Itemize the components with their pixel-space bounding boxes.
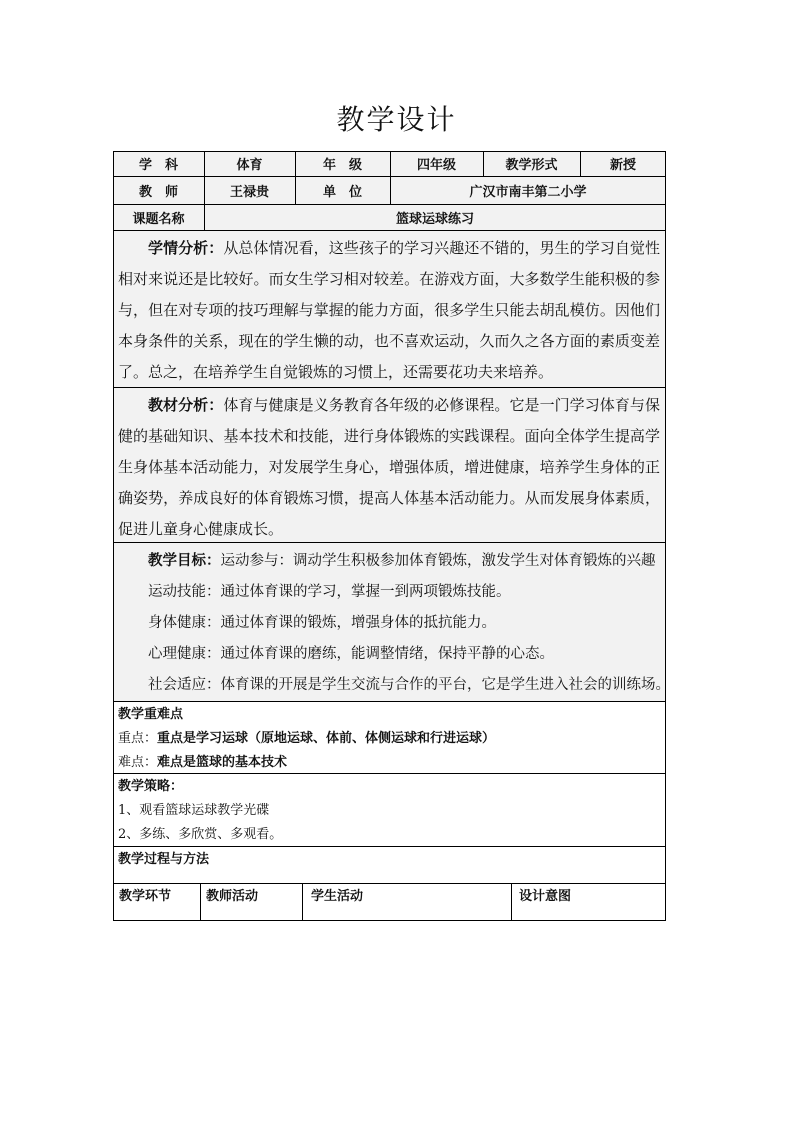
material-analysis-text — [118, 390, 660, 545]
teacher-value: 王禄贵 — [229, 184, 269, 200]
difficulty-text: 难点是篮球的基本技术 — [157, 755, 288, 770]
column-stage: 教学环节 — [119, 889, 172, 904]
form-label: 教学形式 — [505, 158, 558, 173]
objectives-label: 教学目标： — [148, 552, 221, 569]
teacher-label: 教 师 — [138, 184, 178, 200]
column-design-intent: 设计意图 — [519, 889, 572, 904]
strategy-item: 1、观看篮球运球教学光碟 — [118, 803, 270, 818]
key-points-heading: 教学重难点 — [118, 707, 184, 722]
strategy-block — [118, 775, 660, 847]
objective-line: 运动参与：调动学生积极参加体育锻炼，激发学生对体育锻炼的兴趣 — [220, 553, 656, 569]
process-heading: 教学过程与方法 — [118, 852, 210, 867]
objective-line: 身体健康：通过体育课的锻炼，增强身体的抵抗能力。 — [148, 615, 496, 631]
grade-value: 四年级 — [416, 158, 456, 173]
key-points-block — [118, 703, 660, 775]
focus-text: 重点是学习运球（原地运球、体前、体侧运球和行进运球） — [157, 731, 496, 746]
unit-label: 单 位 — [322, 184, 362, 200]
unit-value: 广汉市南丰第二小学 — [469, 184, 587, 200]
column-student-activity: 学生活动 — [311, 889, 364, 904]
strategy-item: 2、多练、多欣赏、多观看。 — [118, 827, 283, 842]
subject-label: 学 科 — [138, 158, 178, 173]
learner-analysis-body: 从总体情况看，这些孩子的学习兴趣还不错的，男生的学习自觉性相对来说还是比较好。而女生学习相对较差。在游戏方面，大多数学生能积极的参与，但在对专项的技巧理解与掌握的能力方面，很多学生只能去胡乱模仿。因他们本身条件的关系，现在的学生懒的动，也不喜欢运动，久而久之各方面的素质变差了。总之，在培养学生自觉锻炼的习惯上，还需要花功夫来培养。 — [118, 239, 660, 381]
objective-line: 运动技能：通过体育课的学习，掌握一到两项锻炼技能。 — [148, 584, 511, 600]
form-value: 新授 — [609, 158, 636, 173]
strategy-heading: 教学策略： — [118, 779, 184, 794]
objective-line: 社会适应：体育课的开展是学生交流与合作的平台，它是学生进入社会的训练场。 — [148, 677, 670, 693]
grade-label: 年 级 — [322, 158, 362, 173]
objectives-list — [118, 545, 670, 701]
material-analysis-label: 教材分析： — [148, 396, 224, 414]
column-teacher-activity: 教师活动 — [206, 889, 259, 904]
objective-line: 心理健康：通过体育课的磨练，能调整情绪，保持平静的心态。 — [148, 646, 554, 662]
page-title: 教学设计 — [336, 103, 457, 136]
focus-label: 重点： — [118, 731, 158, 746]
topic-value: 篮球运球练习 — [395, 212, 474, 227]
learner-analysis-text — [118, 233, 660, 388]
subject-value: 体育 — [236, 158, 263, 173]
difficulty-label: 难点： — [118, 755, 158, 770]
material-analysis-body: 体育与健康是义务教育各年级的必修课程。它是一门学习体育与保健的基础知识、基本技术和技能，进行身体锻炼的实践课程。面向全体学生提高学生身体基本活动能力，对发展学生身心，增强体质，增进健康，培养学生身体的正确姿势，养成良好的体育锻炼习惯，提高人体基本活动能力。从而发展身体素质，促进儿童身心健康成长。 — [118, 396, 660, 538]
learner-analysis-label: 学情分析： — [148, 239, 224, 257]
topic-label: 课题名称 — [132, 212, 185, 227]
process-table-header — [113, 883, 666, 921]
